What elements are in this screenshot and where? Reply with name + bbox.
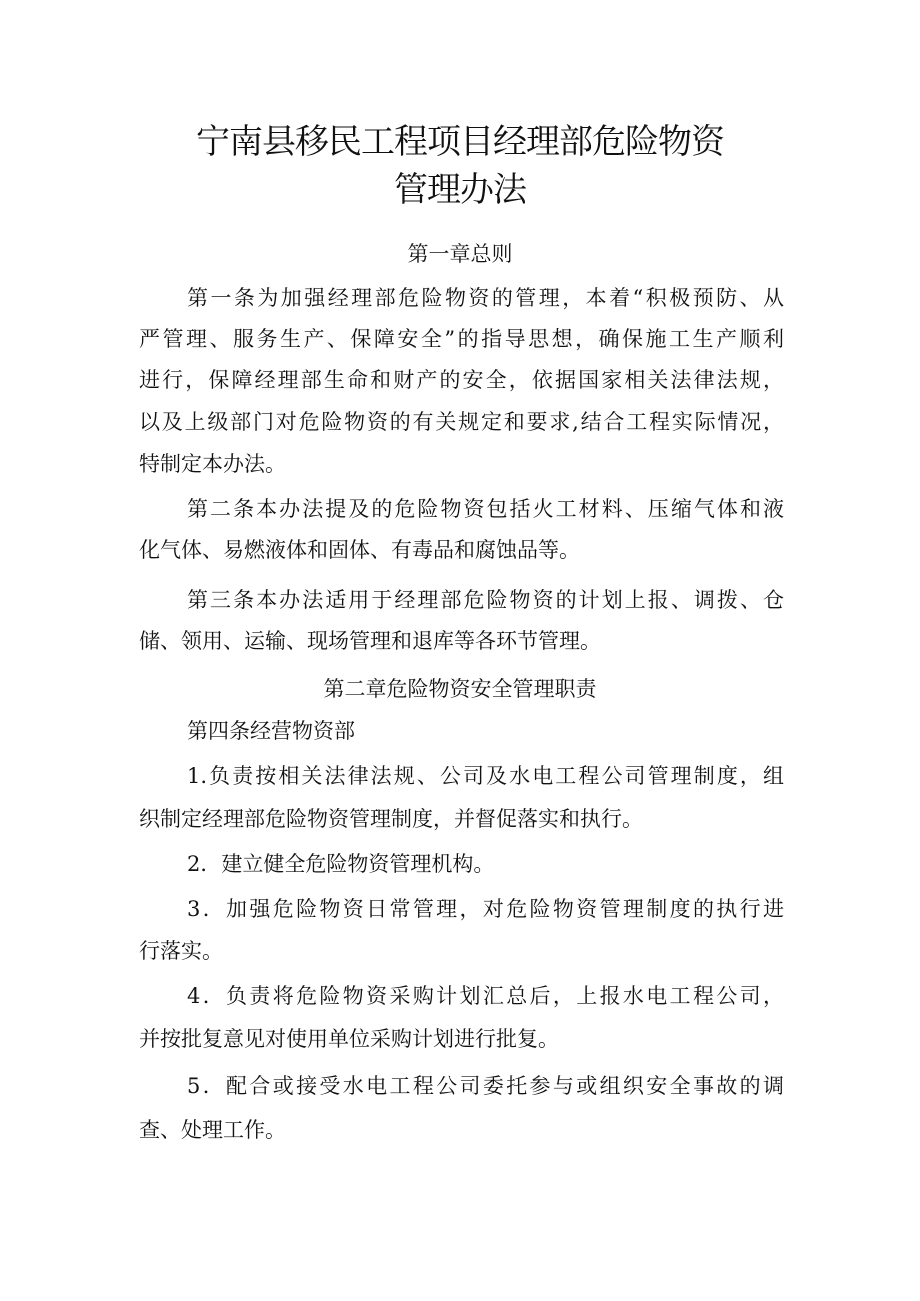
chapter-2-heading: 第二章危险物资安全管理职责: [323, 677, 597, 701]
paragraph-line: 4．负责将危险物资采购计划汇总后，上报水电工程公司，: [187, 984, 784, 1008]
paragraph-line: 特制定本办法。: [139, 452, 286, 476]
paragraph-line: 储、领用、运输、现场管理和退库等各环节管理。: [139, 629, 601, 653]
paragraph-line: 第四条经营物资部: [187, 719, 355, 743]
chapter-1-heading: 第一章总则: [407, 242, 513, 266]
paragraph-line: 以及上级部门对危险物资的有关规定和要求,结合工程实际情况，: [139, 410, 784, 434]
paragraph-line: 行落实。: [139, 939, 223, 963]
paragraph-line: 查、处理工作。: [139, 1118, 286, 1142]
paragraph-line: 第二条本办法提及的危险物资包括火工材料、压缩气体和液: [187, 497, 784, 521]
paragraph-line: 5．配合或接受水电工程公司委托参与或组织安全事故的调: [187, 1074, 784, 1098]
paragraph-line: 第一条为加强经理部危险物资的管理，本着“积极预防、从: [187, 286, 784, 310]
paragraph-line: 3．加强危险物资日常管理，对危险物资管理制度的执行进: [187, 897, 784, 921]
paragraph-line: 进行，保障经理部生命和财产的安全，依据国家相关法律法规，: [139, 368, 784, 392]
document-title-line-1: 宁南县移民工程项目经理部危险物资: [196, 122, 724, 162]
paragraph-line: 2．建立健全危险物资管理机构。: [187, 852, 495, 876]
document-title-line-2: 管理办法: [394, 170, 526, 210]
paragraph-line: 织制定经理部危险物资管理制度，并督促落实和执行。: [139, 807, 643, 831]
paragraph-line: 严管理、服务生产、保障安全”的指导思想，确保施工生产顺利: [139, 327, 784, 351]
paragraph-line: 并按批复意见对使用单位采购计划进行批复。: [139, 1027, 559, 1051]
paragraph-line: 化气体、易燃液体和固体、有毒品和腐蚀品等。: [139, 538, 580, 562]
paragraph-line: 第三条本办法适用于经理部危险物资的计划上报、调拨、仓: [187, 588, 784, 612]
paragraph-line: 1.负责按相关法律法规、公司及水电工程公司管理制度，组: [187, 764, 784, 788]
